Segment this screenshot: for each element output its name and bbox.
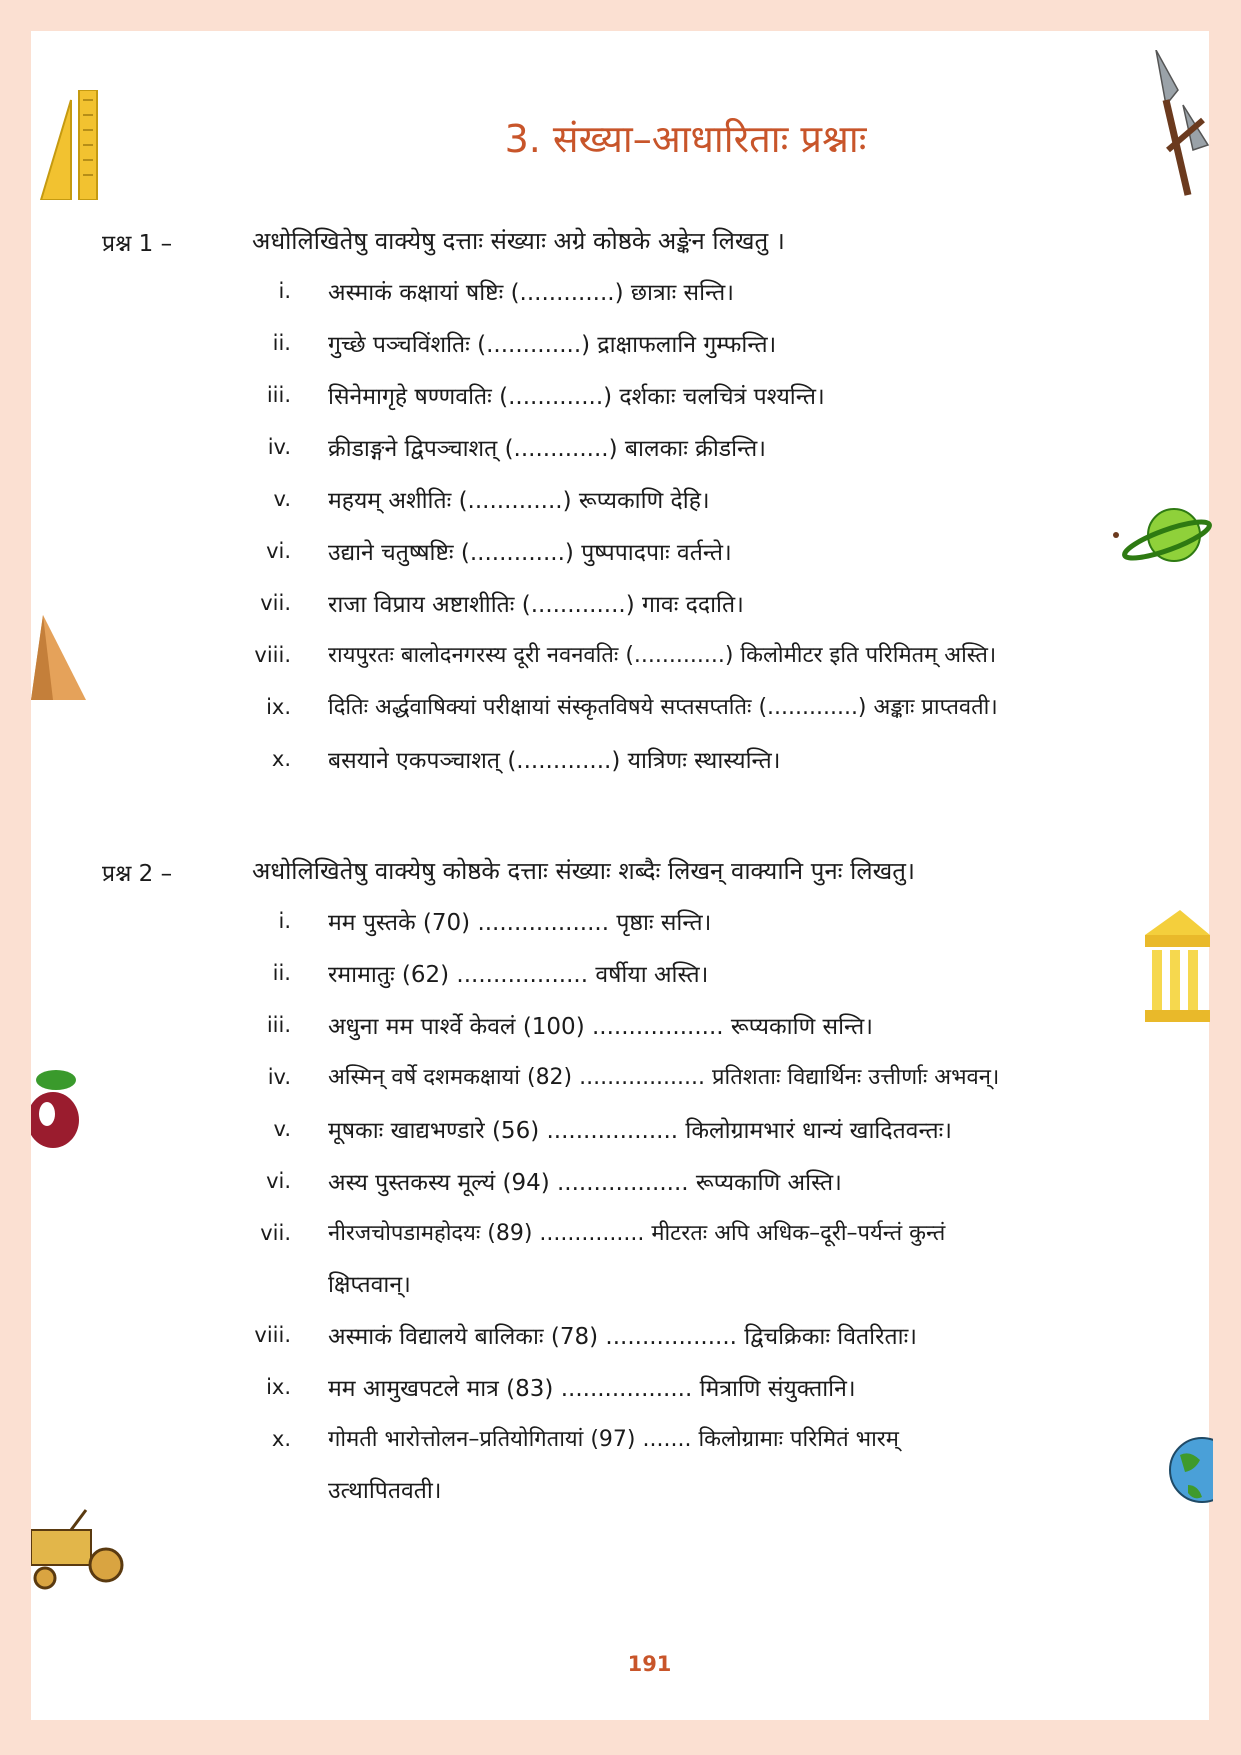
item-number: vii. [260, 591, 291, 615]
item-number: ii. [272, 331, 291, 355]
question-1-instruction: अधोलिखितेषु वाक्येषु दत्ताः संख्याः अग्रे कोष्ठके अङ्केन लिखतु । [252, 227, 785, 255]
list-item [0, 1319, 1241, 1359]
item-text: उद्याने चतुष्षष्टिः (.............) पुष्पपादपाः वर्तन्ते। [328, 540, 732, 566]
item-number: v. [273, 487, 291, 511]
list-item [0, 1423, 1241, 1463]
item-text: रायपुरतः बालोदनगरस्य दूरी नवनवतिः (.............) किलोमीटर इति परिमितम् अस्ति। [328, 643, 997, 668]
item-text: अस्य पुस्तकस्य मूल्यं (94) .................. रूप्यकाणि अस्ति। [328, 1170, 842, 1196]
item-number: ix. [266, 695, 291, 719]
item-number: i. [278, 909, 291, 933]
item-number: x. [271, 747, 291, 771]
question-2-instruction: अधोलिखितेषु वाक्येषु कोष्ठके दत्ताः संख्याः शब्दैः लिखन् वाक्यानि पुनः लिखतु। [252, 857, 916, 885]
item-text: गुच्छे पञ्चविंशतिः (.............) द्राक्षाफलानि गुम्फन्ति। [328, 332, 777, 358]
list-item [0, 327, 1241, 367]
item-text: मम पुस्तके (70) .................. पृष्ठाः सन्ति। [328, 910, 712, 936]
list-item [0, 379, 1241, 419]
item-text: अस्माकं कक्षायां षष्टिः (.............) छात्राः सन्ति। [328, 280, 734, 306]
list-item [0, 905, 1241, 945]
item-text: अधुना मम पार्श्वे केवलं (100) .................. रूप्यकाणि सन्ति। [328, 1014, 873, 1040]
question-1-label: प्रश्न 1 – [102, 231, 173, 257]
item-text: गोमती भारोत्तोलन–प्रतियोगितायां (97) ....... किलोग्रामाः परिमितं भारम् [328, 1427, 899, 1452]
item-text: क्रीडाङ्गने द्विपञ्चाशत् (.............) बालकाः क्रीडन्ति। [328, 436, 766, 462]
item-text-continuation: उत्थापितवती। [328, 1478, 442, 1504]
list-item [0, 1061, 1241, 1101]
item-text: महयम् अशीतिः (.............) रूप्यकाणि देहि। [328, 488, 710, 514]
item-number: vi. [266, 539, 291, 563]
question-2-label: प्रश्न 2 – [102, 861, 173, 887]
item-number: iv. [267, 435, 291, 459]
item-text: रमामातुः (62) .................. वर्षीया अस्ति। [328, 962, 709, 988]
item-text: दितिः अर्द्धवाषिक्यां परीक्षायां संस्कृतविषये सप्तसप्ततिः (.............) अङ्काः प्राप्तवती। [328, 695, 998, 720]
item-number: iii. [266, 383, 291, 407]
list-item [0, 1217, 1241, 1257]
list-item [0, 1165, 1241, 1205]
item-number: iv. [267, 1065, 291, 1089]
list-item [0, 691, 1241, 731]
item-text: मूषकाः खाद्यभण्डारे (56) .................. किलोग्रामभारं धान्यं खादितवन्तः। [328, 1118, 953, 1144]
item-text: अस्मिन् वर्षे दशमकक्षायां (82) .................. प्रतिशताः विद्यार्थिनः उत्तीर्णाः अभवन्। [328, 1065, 1000, 1090]
item-text-continuation: क्षिप्तवान्। [328, 1272, 411, 1298]
list-item [0, 1113, 1241, 1153]
item-number: v. [273, 1117, 291, 1141]
item-text: नीरजचोपडामहोदयः (89) ............... मीटरतः अपि अधिक–दूरी–पर्यन्तं कुन्तं [328, 1221, 946, 1246]
list-item [0, 957, 1241, 997]
item-number: vi. [266, 1169, 291, 1193]
item-number: iii. [266, 1013, 291, 1037]
item-text: सिनेमागृहे षण्णवतिः (.............) दर्शकाः चलचित्रं पश्यन्ति। [328, 384, 825, 410]
cart-vehicle-icon [31, 1500, 126, 1590]
list-item [0, 639, 1241, 679]
list-item [0, 431, 1241, 471]
list-item [0, 1009, 1241, 1049]
item-number: vii. [260, 1221, 291, 1245]
item-text: राजा विप्राय अष्टाशीतिः (.............) गावः ददाति। [328, 592, 744, 618]
item-number: x. [271, 1427, 291, 1451]
list-item [0, 275, 1241, 315]
item-text: अस्माकं विद्यालये बालिकाः (78) .................. द्विचक्रिकाः वितरिताः। [328, 1324, 917, 1350]
item-number: ii. [272, 961, 291, 985]
page-number: 191 [627, 1652, 672, 1676]
list-item [0, 1371, 1241, 1411]
item-text: बसयाने एकपञ्चाशत् (.............) यात्रिणः स्थास्यन्ति। [328, 748, 781, 774]
item-text: मम आमुखपटले मात्र (83) .................. मित्राणि संयुक्तानि। [328, 1376, 856, 1402]
item-number: viii. [254, 643, 291, 667]
list-item [0, 743, 1241, 783]
list-item [0, 587, 1241, 627]
page-title: 3. संख्या–आधारिताः प्रश्नाः [504, 117, 867, 161]
list-item [0, 483, 1241, 523]
item-number: i. [278, 279, 291, 303]
item-number: ix. [266, 1375, 291, 1399]
item-number: viii. [254, 1323, 291, 1347]
list-item [0, 535, 1241, 575]
